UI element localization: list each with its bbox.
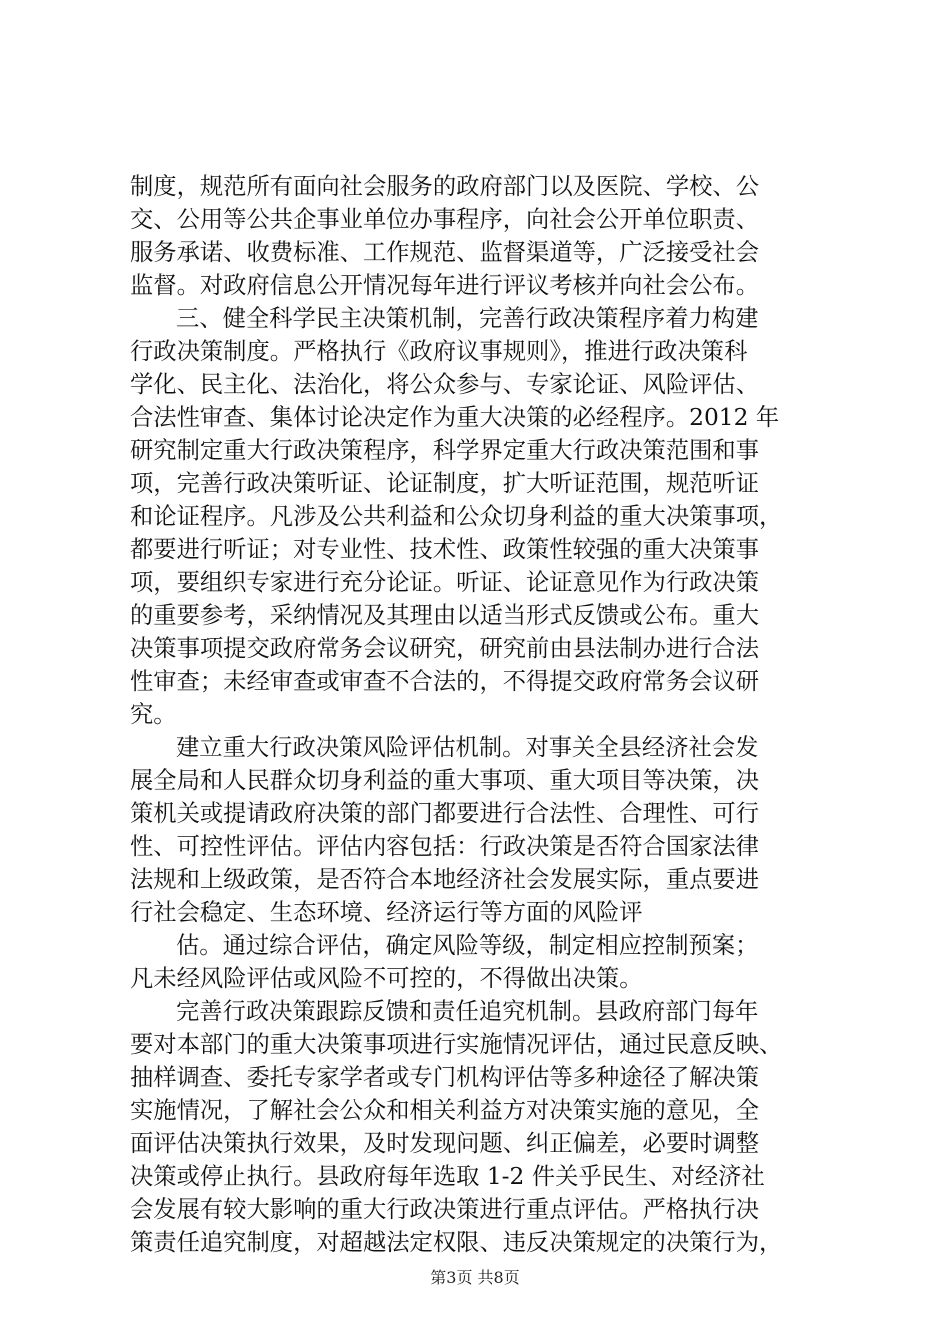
- text-line: 学化、民主化、法治化，将公众参与、专家论证、风险评估、: [130, 371, 760, 398]
- text-line: 服务承诺、收费标准、工作规范、监督渠道等，广泛接受社会: [130, 239, 760, 266]
- text-line: 面评估决策执行效果，及时发现问题、纠正偏差，必要时调整: [130, 1130, 760, 1157]
- text-line: 法规和上级政策，是否符合本地经济社会发展实际，重点要进: [130, 866, 760, 893]
- text-line: 项，完善行政决策听证、论证制度，扩大听证范围，规范听证: [130, 470, 760, 497]
- text-line: 决策或停止执行。县政府每年选取 1-2 件关乎民生、对经济社: [130, 1163, 765, 1190]
- page-number-footer: 第3页 共8页: [430, 1268, 520, 1287]
- text-line: 性、可控性评估。评估内容包括：行政决策是否符合国家法律: [130, 833, 760, 860]
- text-line: 制度，规范所有面向社会服务的政府部门以及医院、学校、公: [130, 173, 760, 200]
- text-line: 究。: [130, 701, 177, 728]
- text-line: 决策事项提交政府常务会议研究，研究前由县法制办进行合法: [130, 635, 760, 662]
- text-line: 要对本部门的重大决策事项进行实施情况评估，通过民意反映、: [130, 1031, 783, 1058]
- text-line: 都要进行听证；对专业性、技术性、政策性较强的重大决策事: [130, 536, 760, 563]
- text-line: 和论证程序。凡涉及公共利益和公众切身利益的重大决策事项，: [130, 503, 783, 530]
- text-line: 合法性审查、集体讨论决定作为重大决策的必经程序。2012 年: [130, 404, 780, 431]
- text-line: 策机关或提请政府决策的部门都要进行合法性、合理性、可行: [130, 800, 760, 827]
- text-line: 实施情况，了解社会公众和相关利益方对决策实施的意见，全: [130, 1097, 760, 1124]
- text-line: 策责任追究制度，对超越法定权限、违反决策规定的决策行为，: [130, 1229, 783, 1256]
- text-line: 会发展有较大影响的重大行政决策进行重点评估。严格执行决: [130, 1196, 760, 1223]
- text-line: 监督。对政府信息公开情况每年进行评议考核并向社会公布。: [130, 272, 760, 299]
- paragraph-start-line: 完善行政决策跟踪反馈和责任追究机制。县政府部门每年: [176, 998, 759, 1025]
- paragraph-start-line: 三、健全科学民主决策机制，完善行政决策程序着力构建: [176, 305, 759, 332]
- paragraph-start-line: 估。通过综合评估，确定风险等级，制定相应控制预案；: [176, 932, 759, 959]
- text-line: 性审查；未经审查或审查不合法的，不得提交政府常务会议研: [130, 668, 760, 695]
- paragraph-start-line: 建立重大行政决策风险评估机制。对事关全县经济社会发: [176, 734, 759, 761]
- text-line: 凡未经风险评估或风险不可控的，不得做出决策。: [130, 965, 643, 992]
- text-line: 行政决策制度。严格执行《政府议事规则》，推进行政决策科: [130, 338, 748, 365]
- text-line: 项，要组织专家进行充分论证。听证、论证意见作为行政决策: [130, 569, 760, 596]
- body-text: [130, 170, 830, 1259]
- text-line: 展全局和人民群众切身利益的重大事项、重大项目等决策，决: [130, 767, 760, 794]
- text-line: 行社会稳定、生态环境、经济运行等方面的风险评: [130, 899, 643, 926]
- text-line: 交、公用等公共企事业单位办事程序，向社会公开单位职责、: [130, 206, 760, 233]
- text-line: 抽样调查、委托专家学者或专门机构评估等多种途径了解决策: [130, 1064, 760, 1091]
- text-line: 的重要参考，采纳情况及其理由以适当形式反馈或公布。重大: [130, 602, 760, 629]
- text-line: 研究制定重大行政决策程序，科学界定重大行政决策范围和事: [130, 437, 760, 464]
